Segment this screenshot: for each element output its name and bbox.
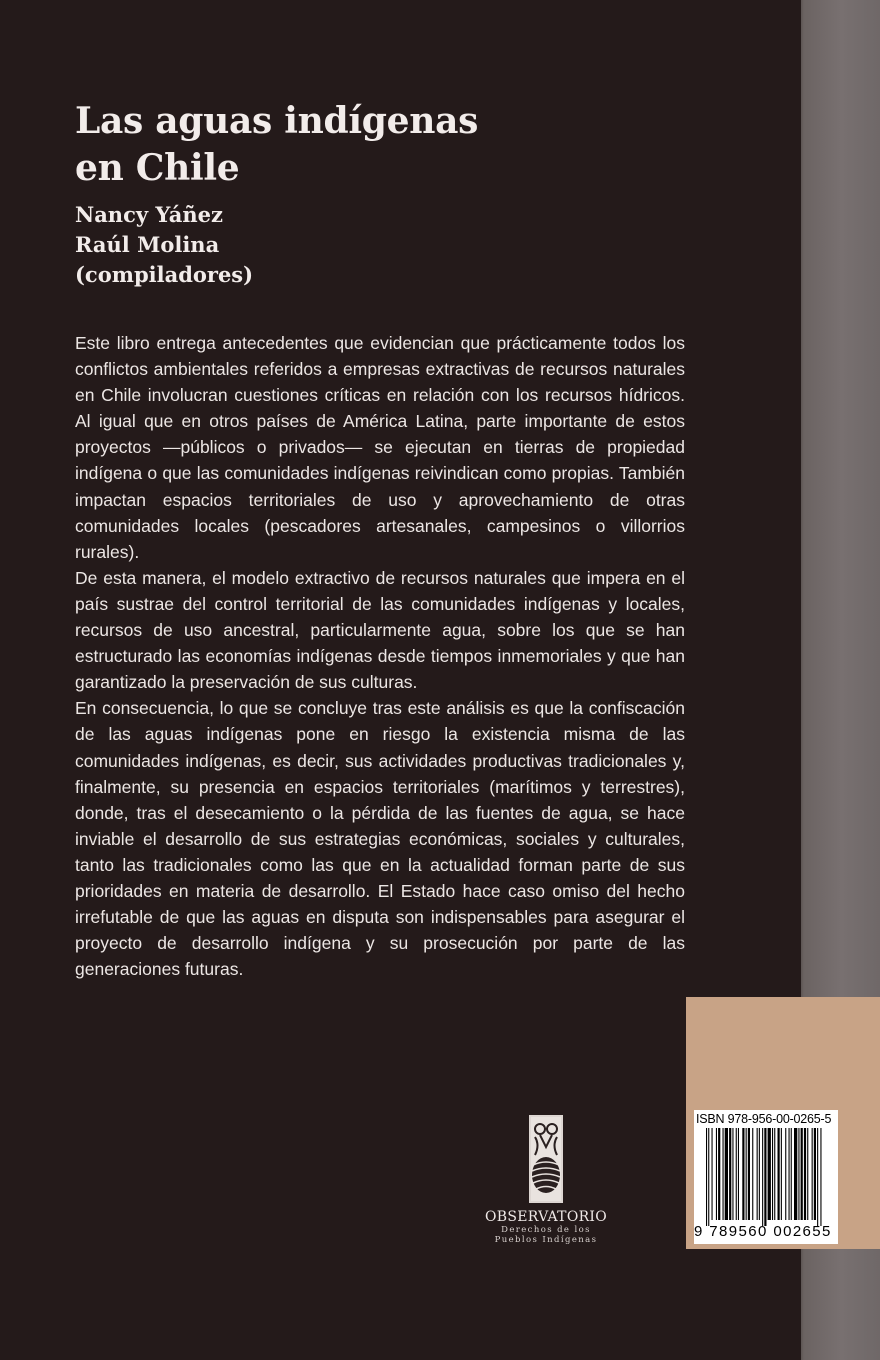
isbn-label: ISBN 978-956-00-0265-5 — [696, 1112, 832, 1126]
barcode-bar — [729, 1128, 731, 1220]
barcode-bar — [798, 1128, 799, 1220]
barcode-bar — [736, 1128, 737, 1220]
barcode-bar — [762, 1128, 763, 1226]
barcode-bar — [725, 1128, 728, 1220]
barcode-bar — [768, 1128, 771, 1220]
barcode-bar — [814, 1128, 816, 1220]
blurb-paragraph: En consecuencia, lo que se concluye tras este análisis es que la confiscación de las aguas indígenas pone en riesgo la existencia misma de las comunidades indígenas, es decir, sus actividades productivas tradicionales y, finalmente, su presencia en espacios territoriales (marítimos y terrestres), donde, tras el desecamiento o la pérdida de las fuentes de agua, se hace inviable el desarrollo de sus estrategias económicas, sociales y culturales, tanto las tradicionales como las que en la actualidad forman parte de sus prioridades en materia de desarrollo. El Estado hace caso omiso del hecho irrefutable de que las aguas en disputa son indispensables para asegurar el proyecto de desarrollo indígena y su prosecución por parte de las generaciones futuras. — [75, 698, 685, 980]
barcode-bar — [789, 1128, 790, 1220]
barcode-bar — [746, 1128, 747, 1220]
barcode-bar — [708, 1128, 709, 1226]
ean-digits: 9 789560 002655 — [694, 1223, 832, 1240]
barcode-bar — [723, 1128, 724, 1220]
back-cover-blurb — [75, 330, 685, 982]
barcode-bar — [742, 1128, 744, 1220]
barcode-bar — [757, 1128, 758, 1220]
barcode-bar — [774, 1128, 775, 1220]
barcode-bar — [817, 1128, 818, 1226]
barcode-bar — [794, 1128, 797, 1220]
barcode-bar — [732, 1128, 733, 1220]
author-name: Raúl Molina — [75, 232, 220, 257]
barcode-bar — [772, 1128, 773, 1220]
barcode-bar — [759, 1128, 760, 1220]
barcode-bar — [712, 1128, 713, 1220]
publisher-name: OBSERVATORIO — [484, 1209, 608, 1225]
barcode-bar — [785, 1128, 786, 1220]
barcode-bar — [778, 1128, 780, 1220]
barcode-bar — [807, 1128, 808, 1220]
barcode-bar — [804, 1128, 806, 1220]
barcode-bar — [791, 1128, 792, 1220]
authors-block — [75, 200, 253, 290]
barcode-bar — [716, 1128, 717, 1220]
barcode-bar — [801, 1128, 803, 1220]
blurb-paragraph: De esta manera, el modelo extractivo de recursos naturales que impera en el país sustrae del control territorial de las comunidades indígenas y locales, recursos de uso ancestral, particularmente agua, sobre los que se han estructurado las economías indígenas desde tiempos inmemoriales y que han garantizado la preservación de sus culturas. — [75, 567, 685, 693]
barcode-bar — [738, 1128, 739, 1220]
blurb-paragraph: Este libro entrega antecedentes que evidencian que prácticamente todos los conflictos ambientales referidos a empresas extractivas de recursos naturales en Chile involucran cuestiones críticas en relación con los recursos hídricos. Al igual que en otros países de América Latina, parte importante de estos proyectos —públicos o privados— se ejecutan en tierras de propiedad indígena o que las comunidades indígenas reivindican como propias. También impactan espacios territoriales de uso y aprovechamiento de otras comunidades locales (pescadores artesanales, campesinos o villorrios rurales). — [75, 333, 685, 562]
barcode-bar — [706, 1128, 707, 1226]
observatorio-emblem-icon — [529, 1115, 563, 1203]
publisher-subtitle: Derechos de los — [501, 1225, 591, 1235]
barcode-bar — [748, 1128, 750, 1220]
barcode-bar — [781, 1128, 782, 1220]
barcode-bar — [718, 1128, 720, 1220]
publisher-subtitle: Pueblos Indígenas — [494, 1235, 598, 1245]
barcode-bar — [820, 1128, 821, 1226]
barcode-bar — [752, 1128, 753, 1220]
book-title-line-1: Las aguas indígenas — [75, 100, 479, 142]
author-name: Nancy Yáñez — [75, 202, 223, 227]
isbn-barcode — [694, 1110, 838, 1244]
barcode-bar — [764, 1128, 766, 1226]
editor-role-label: (compiladores) — [75, 262, 254, 287]
book-title-line-2: en Chile — [75, 147, 240, 189]
barcode-bar — [812, 1128, 813, 1220]
barcode-bars — [696, 1128, 836, 1226]
publisher-logo — [480, 1115, 612, 1245]
book-title — [75, 98, 675, 192]
